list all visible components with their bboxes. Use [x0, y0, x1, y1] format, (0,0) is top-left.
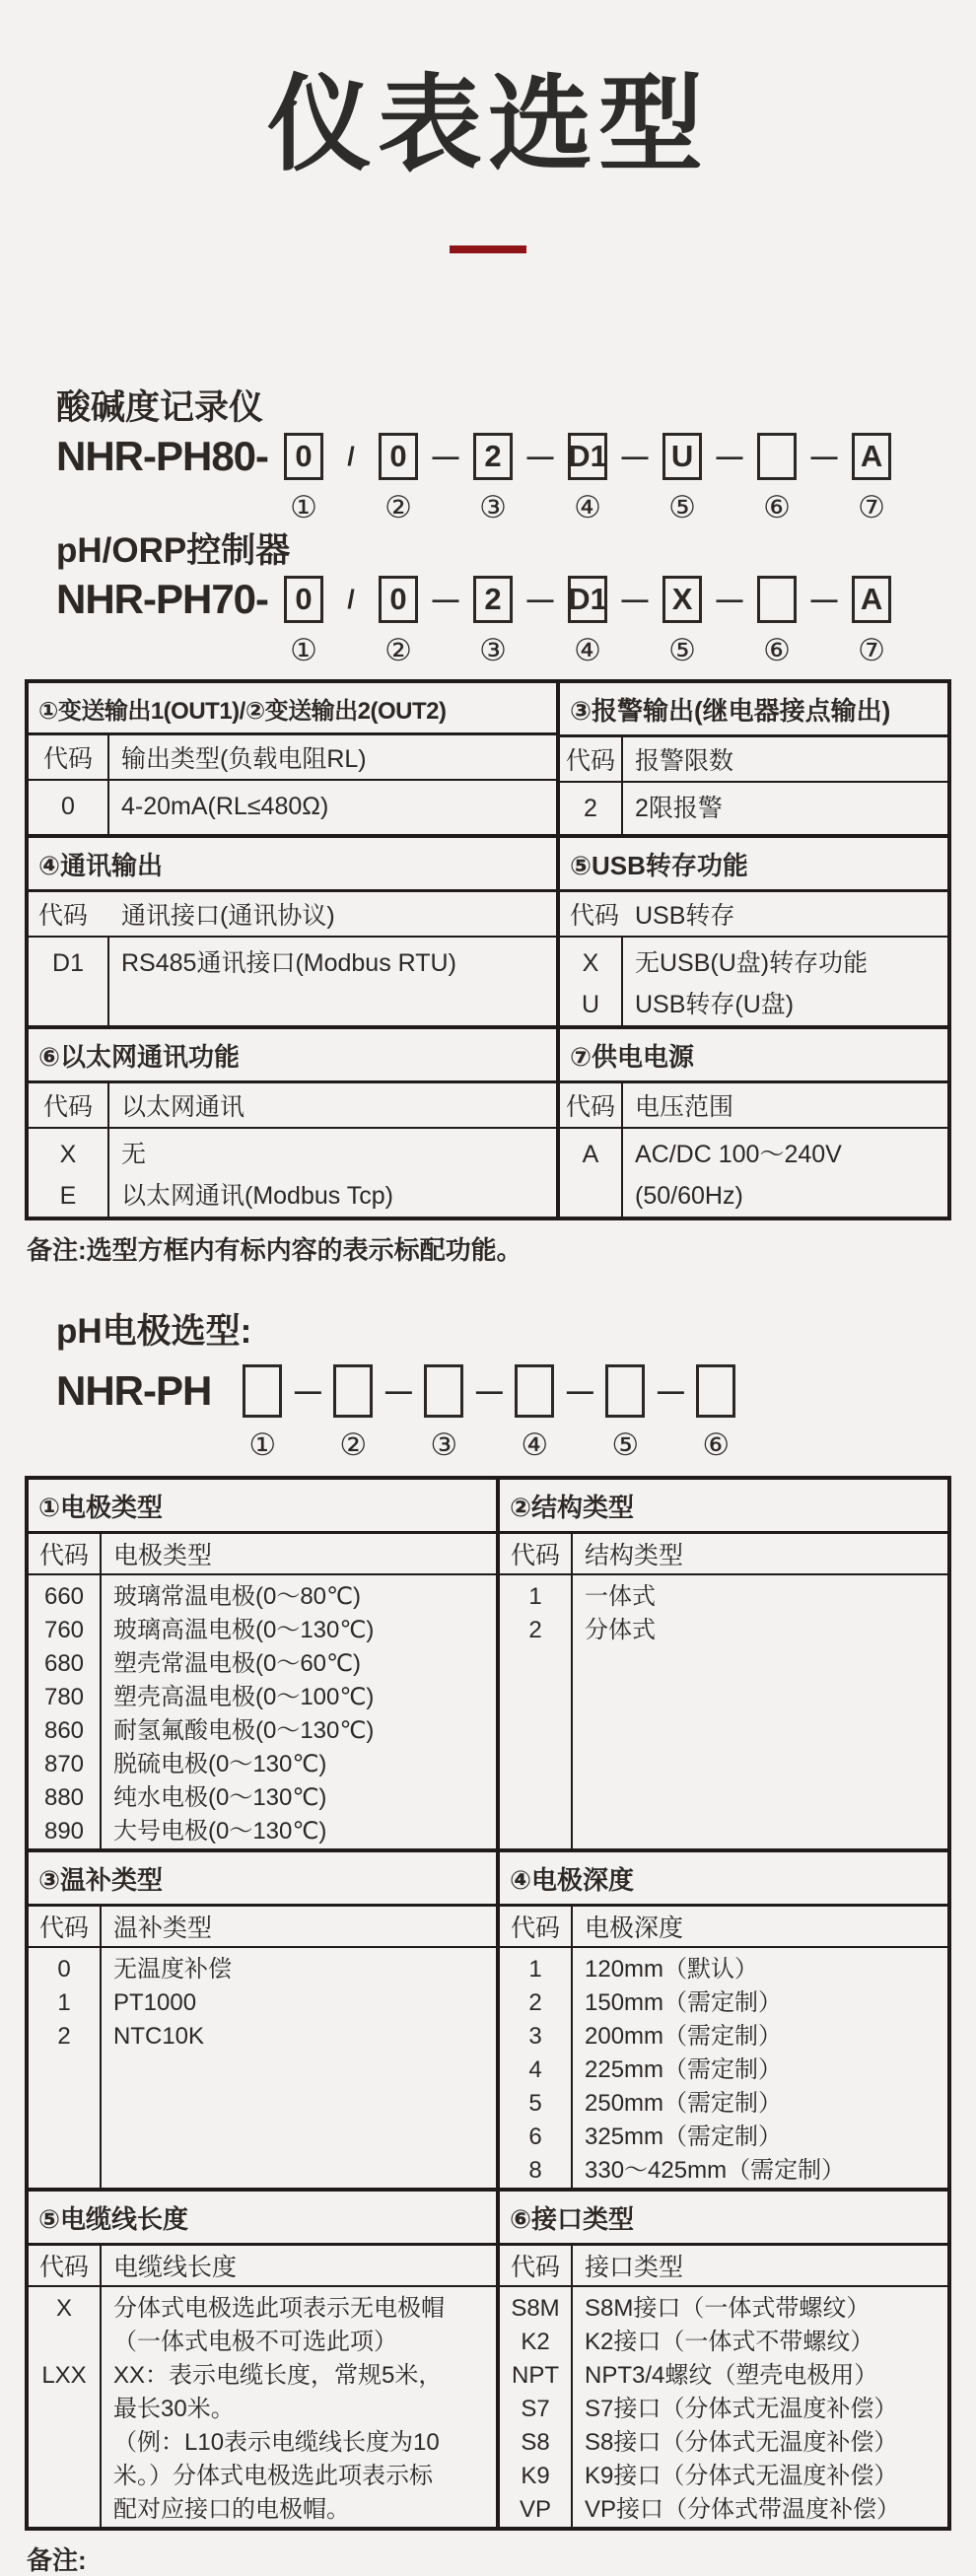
code-cell: K9: [521, 2463, 550, 2490]
column-headers: [29, 892, 556, 938]
model-slot-5: [661, 433, 704, 525]
model-box-empty: [333, 1364, 373, 1418]
model-slot-2: [377, 433, 420, 525]
model-box-empty: [515, 1364, 554, 1418]
table-body: [500, 1948, 947, 2188]
label-cell: 无USB(U盘)转存功能: [635, 949, 869, 978]
separator-dash: —: [294, 1376, 321, 1407]
code-cell: 6: [528, 2123, 542, 2151]
model-slot-3: [471, 433, 515, 525]
circled-digit: ④: [521, 1427, 549, 1463]
label-cell: 纯水电极(0～130℃): [113, 1784, 327, 1812]
label-cell: XX：表示电缆长度，常规5米，: [113, 2362, 443, 2390]
model-box: 2: [473, 433, 513, 480]
code-cell: X: [59, 1141, 77, 1169]
section-title: ⑥以太网通讯功能: [29, 1029, 556, 1083]
separator-dash: —: [657, 1376, 684, 1407]
label-cell: USB转存(U盘): [635, 991, 795, 1019]
label-cell: 150mm（需定制）: [585, 1989, 783, 2017]
label-header: 接口类型: [585, 2254, 684, 2282]
separator-dash: —: [475, 1376, 503, 1407]
separator-dash: —: [432, 442, 459, 472]
code-cell: VP: [519, 2496, 551, 2524]
column-headers: [29, 1907, 496, 1948]
table1-section-3: [29, 1025, 947, 1217]
label-cell: K9接口（分体式无温度补偿）: [585, 2463, 898, 2490]
label-cell: 最长30米。: [113, 2396, 235, 2423]
table-body: [29, 781, 556, 834]
circled-digit: ②: [339, 1427, 368, 1463]
code-header: 代码: [29, 735, 109, 779]
model-slot-1: [282, 576, 325, 668]
label-cell: 330～425mm（需定制）: [585, 2157, 846, 2185]
section-title: ⑥接口类型: [500, 2192, 947, 2246]
code-cell: 860: [43, 1717, 85, 1745]
model-slot-5: [661, 576, 704, 668]
label-header: 输出类型(负载电阻RL): [121, 745, 367, 774]
model-box-empty: [757, 576, 797, 623]
model-box: D1: [568, 433, 607, 480]
circled-digit: ③: [430, 1427, 458, 1463]
column-headers: [29, 1534, 496, 1575]
code-cell: 880: [43, 1784, 85, 1812]
model-slot-1: [241, 1364, 284, 1463]
model-box: 0: [379, 576, 418, 623]
electrode-heading: pH电极选型:: [56, 1312, 252, 1352]
label-cell: S8M接口（一体式带螺纹）: [585, 2295, 871, 2323]
label-header: 通讯接口(通讯协议): [121, 902, 335, 931]
circled-digit: ⑤: [611, 1427, 640, 1463]
model-slot-2: [331, 1364, 375, 1463]
column-headers: [560, 892, 947, 938]
label-cell: NPT3/4螺纹（塑壳电极用）: [585, 2362, 878, 2390]
code-cell: D1: [52, 949, 84, 978]
circled-digit: ①: [248, 1427, 277, 1463]
model-slot-5: [603, 1364, 647, 1463]
recorder-model-line: [56, 433, 976, 525]
label-cell: 米。）分体式电极选此项表示标: [113, 2463, 433, 2490]
label-cell: 塑壳常温电极(0～60℃): [113, 1650, 361, 1678]
label-cell: 无温度补偿: [113, 1956, 232, 1984]
controller-model-line: [56, 576, 976, 668]
table-body: [560, 938, 947, 1025]
column-headers: [560, 1083, 947, 1129]
code-header: 代码: [29, 1534, 102, 1573]
circled-digit: ④: [574, 490, 601, 525]
table-body: [560, 783, 947, 834]
code-cell: 0: [61, 793, 75, 821]
model-slot-3: [422, 1364, 465, 1463]
separator-dash: —: [526, 442, 554, 472]
table1-section-1: [29, 683, 947, 834]
label-cell: AC/DC 100～240V: [635, 1141, 842, 1169]
code-cell: 1: [528, 1583, 542, 1611]
table-body: [29, 1575, 496, 1848]
table-body: [500, 1575, 947, 1848]
model-box-empty: [605, 1364, 645, 1418]
title-accent-dash: [450, 245, 526, 253]
section-title: ⑤电缆线长度: [29, 2192, 496, 2246]
table-body: [29, 1948, 496, 2188]
column-headers: [500, 1907, 947, 1948]
code-cell: 870: [43, 1751, 85, 1778]
label-cell: VP接口（分体式带温度补偿）: [585, 2496, 901, 2524]
code-header: 代码: [500, 1907, 573, 1946]
note-bottom: 备注:: [27, 2545, 87, 2576]
code-cell: LXX: [41, 2362, 87, 2390]
label-header: 电极类型: [113, 1542, 213, 1570]
circled-digit: ⑤: [668, 633, 696, 668]
code-cell: 890: [43, 1818, 85, 1845]
label-cell: 配对应接口的电极帽。: [113, 2496, 350, 2524]
separator-dash: —: [621, 585, 649, 615]
label-cell: （一体式电极不可选此项）: [113, 2329, 397, 2356]
model-box-empty: [696, 1364, 735, 1418]
model-box: D1: [568, 576, 607, 623]
code-cell: NPT: [512, 2362, 559, 2390]
label-cell: 250mm（需定制）: [585, 2090, 783, 2118]
model-slot-1: [282, 433, 325, 525]
model-slot-7: [850, 576, 893, 668]
separator-slash: /: [347, 442, 355, 472]
code-cell: X: [582, 949, 599, 978]
label-cell: 以太网通讯(Modbus Tcp): [121, 1182, 393, 1211]
label-header: USB转存: [635, 902, 735, 931]
column-headers: [29, 1083, 556, 1129]
label-cell: （例：L10表示电缆线长度为10: [113, 2429, 440, 2457]
label-cell: 无: [121, 1141, 147, 1169]
separator-dash: —: [526, 585, 554, 615]
section-title: ③温补类型: [29, 1852, 496, 1907]
model-slot-4: [566, 576, 609, 668]
circled-digit: ⑦: [858, 490, 885, 525]
circled-digit: ①: [290, 633, 317, 668]
code-cell: 760: [43, 1617, 85, 1644]
code-cell: 4: [528, 2056, 542, 2084]
separator-dash: —: [716, 585, 743, 615]
table-body: [560, 1129, 947, 1217]
separator-slash: /: [347, 585, 355, 615]
section-title: ②结构类型: [500, 1480, 947, 1534]
label-cell: 一体式: [585, 1583, 656, 1611]
model-box: 0: [284, 433, 323, 480]
code-header: 代码: [500, 2246, 573, 2285]
column-headers: [29, 735, 556, 781]
label-cell: 玻璃常温电极(0～80℃): [113, 1583, 361, 1611]
model-box-empty: [243, 1364, 282, 1418]
circled-digit: ②: [384, 633, 412, 668]
controller-heading: pH/ORP控制器: [56, 531, 291, 571]
code-header: 代码: [29, 1083, 109, 1127]
code-cell: 2: [57, 2023, 71, 2051]
table-body: [29, 1129, 556, 1217]
separator-dash: —: [566, 1376, 593, 1407]
separator-dash: —: [432, 585, 459, 615]
circled-digit: ①: [290, 490, 317, 525]
code-cell: S7: [521, 2396, 550, 2423]
electrode-model-prefix: NHR-PH: [56, 1367, 212, 1415]
model-slot-4: [513, 1364, 556, 1463]
label-cell: 2限报警: [635, 795, 723, 823]
model-slot-6: [755, 433, 799, 525]
label-cell: S8接口（分体式无温度补偿）: [585, 2429, 898, 2457]
code-cell: 5: [528, 2090, 542, 2118]
table2-section-3: [29, 2188, 947, 2527]
section-title: ⑦供电电源: [560, 1029, 947, 1083]
label-cell: K2接口（一体式不带螺纹）: [585, 2329, 874, 2356]
code-header: 代码: [29, 1907, 102, 1946]
code-cell: 2: [528, 1989, 542, 2017]
table2-section-1: [29, 1480, 947, 1848]
instrument-selection-table: [25, 679, 951, 1220]
column-headers: [560, 737, 947, 783]
model-box-empty: [757, 433, 797, 480]
table-body: [29, 2287, 496, 2527]
circled-digit: ⑥: [763, 633, 791, 668]
label-cell: 耐氢氟酸电极(0～130℃): [113, 1717, 375, 1745]
label-cell: 200mm（需定制）: [585, 2023, 783, 2051]
code-header: 代码: [560, 1083, 623, 1127]
code-cell: 3: [528, 2023, 542, 2051]
code-cell: 660: [43, 1583, 85, 1611]
code-cell: U: [581, 991, 600, 1019]
label-cell: PT1000: [113, 1989, 197, 2017]
model-box: 0: [284, 576, 323, 623]
model-box: 2: [473, 576, 513, 623]
label-cell: NTC10K: [113, 2023, 205, 2051]
separator-dash: —: [810, 442, 838, 472]
electrode-selection-table: [25, 1476, 951, 2531]
section-title: ③报警输出(继电器接点输出): [560, 683, 947, 737]
label-cell: S7接口（分体式无温度补偿）: [585, 2396, 898, 2423]
model-box: X: [662, 576, 702, 623]
model-slot-6: [755, 576, 799, 668]
section-title: ①变送输出1(OUT1)/②变送输出2(OUT2): [29, 683, 556, 735]
label-header: 温补类型: [113, 1915, 213, 1943]
column-headers: [29, 2246, 496, 2287]
label-header: 电压范围: [635, 1093, 734, 1122]
circled-digit: ⑥: [763, 490, 791, 525]
section-title: ①电极类型: [29, 1480, 496, 1534]
section-title: ⑤USB转存功能: [560, 838, 947, 892]
circled-digit: ③: [479, 490, 507, 525]
section-title: ④电极深度: [500, 1852, 947, 1907]
code-cell: 680: [43, 1650, 85, 1678]
separator-dash: —: [810, 585, 838, 615]
label-header: 报警限数: [635, 747, 734, 776]
code-cell: S8M: [511, 2295, 560, 2323]
table-body: [29, 938, 556, 1025]
code-cell: 1: [528, 1956, 542, 1984]
code-header: 代码: [500, 1534, 573, 1573]
code-header: 代码: [38, 902, 89, 931]
table1-section-2: [29, 834, 947, 1025]
model-box: 0: [379, 433, 418, 480]
note-standard-config: 备注:选型方框内有标内容的表示标配功能。: [27, 1235, 523, 1266]
separator-dash: —: [384, 1376, 412, 1407]
table-body: [500, 2287, 947, 2527]
label-cell: 塑壳高温电极(0～100℃): [113, 1684, 375, 1711]
page-title: 仪表选型: [267, 67, 709, 183]
section-title: ④通讯输出: [29, 838, 556, 892]
column-headers: [500, 1534, 947, 1575]
code-cell: X: [55, 2295, 72, 2323]
controller-model-prefix: NHR-PH70-: [56, 576, 269, 623]
model-box: A: [852, 433, 891, 480]
code-cell: 780: [43, 1684, 85, 1711]
code-cell: E: [59, 1182, 77, 1211]
model-box-empty: [424, 1364, 463, 1418]
column-headers: [500, 2246, 947, 2287]
code-cell: A: [582, 1141, 599, 1169]
code-cell: 2: [528, 1617, 542, 1644]
circled-digit: ⑤: [668, 490, 696, 525]
code-header: 代码: [29, 2246, 102, 2285]
code-cell: 2: [584, 795, 597, 823]
separator-dash: —: [621, 442, 649, 472]
separator-dash: —: [716, 442, 743, 472]
model-slot-6: [694, 1364, 737, 1463]
label-header: 电极深度: [585, 1915, 684, 1943]
code-cell: 1: [57, 1989, 71, 2017]
recorder-model-prefix: NHR-PH80-: [56, 433, 269, 480]
circled-digit: ③: [479, 633, 507, 668]
code-header: 代码: [560, 737, 623, 781]
circled-digit: ⑥: [702, 1427, 731, 1463]
label-cell: 325mm（需定制）: [585, 2123, 783, 2151]
label-cell: 225mm（需定制）: [585, 2056, 783, 2084]
label-header: 电缆线长度: [113, 2254, 238, 2282]
label-cell: 大号电极(0～130℃): [113, 1818, 327, 1845]
model-slot-3: [471, 576, 515, 668]
circled-digit: ⑦: [858, 633, 885, 668]
label-header: 以太网通讯: [121, 1093, 245, 1122]
electrode-model-line: [56, 1364, 976, 1463]
label-cell: 分体式: [585, 1617, 656, 1644]
label-cell: 120mm（默认）: [585, 1956, 759, 1984]
label-cell: 4-20mA(RL≤480Ω): [121, 793, 329, 821]
code-header: 代码: [570, 902, 620, 931]
label-cell: (50/60Hz): [635, 1182, 743, 1211]
code-cell: S8: [521, 2429, 550, 2457]
label-header: 结构类型: [585, 1542, 684, 1570]
table2-section-2: [29, 1848, 947, 2188]
code-cell: K2: [521, 2329, 550, 2356]
model-slot-7: [850, 433, 893, 525]
circled-digit: ④: [574, 633, 601, 668]
code-cell: 0: [57, 1956, 71, 1984]
model-slot-4: [566, 433, 609, 525]
recorder-heading: 酸碱度记录仪: [56, 388, 264, 428]
model-slot-2: [377, 576, 420, 668]
model-box: A: [852, 576, 891, 623]
label-cell: 分体式电极选此项表示无电极帽: [113, 2295, 445, 2323]
code-cell: 8: [528, 2157, 542, 2185]
label-cell: RS485通讯接口(Modbus RTU): [121, 949, 456, 978]
label-cell: 玻璃高温电极(0～130℃): [113, 1617, 375, 1644]
circled-digit: ②: [384, 490, 412, 525]
model-box: U: [662, 433, 702, 480]
label-cell: 脱硫电极(0～130℃): [113, 1751, 327, 1778]
